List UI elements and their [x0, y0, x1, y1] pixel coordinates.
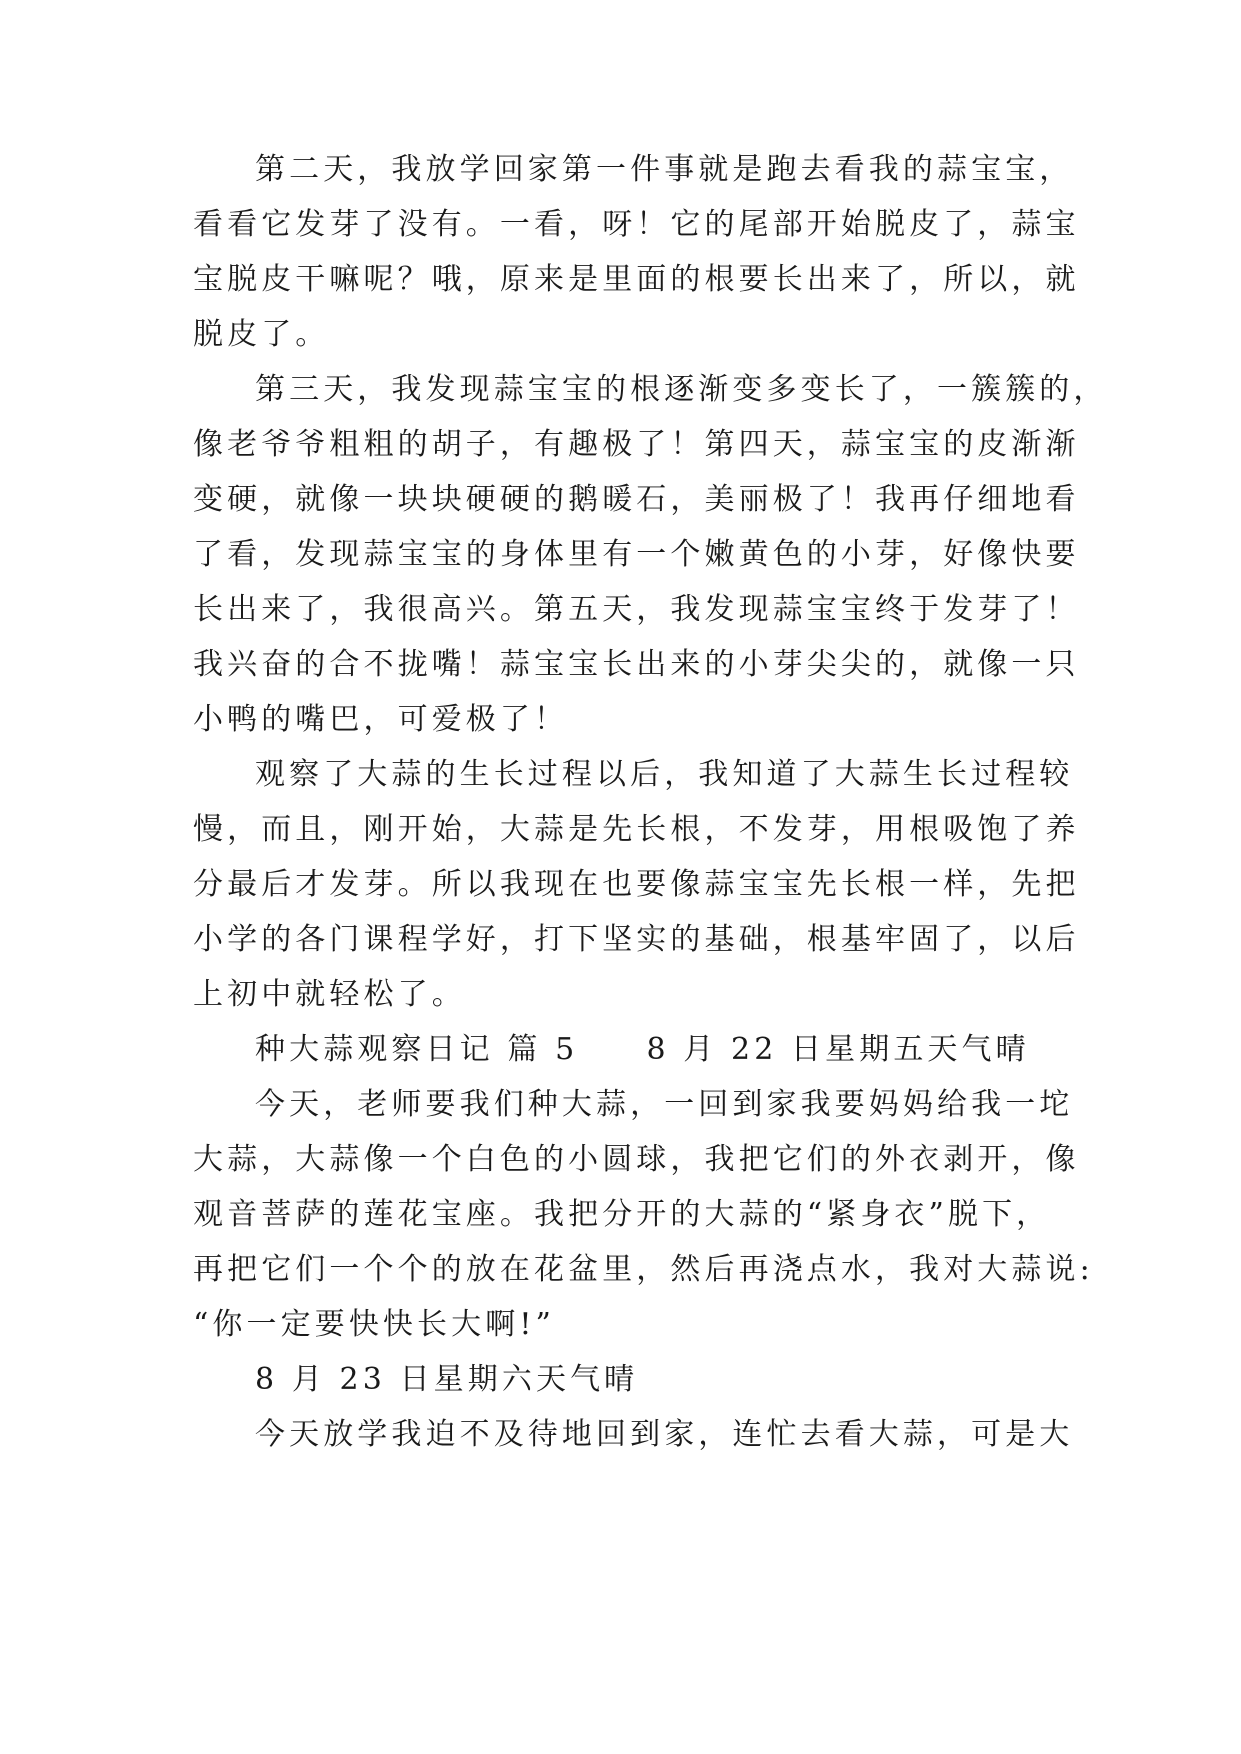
text-line: 长出来了，我很高兴。第五天，我发现蒜宝宝终于发芽了！: [193, 592, 1080, 627]
text-line: 上初中就轻松了。: [193, 977, 466, 1012]
text-line: 小学的各门课程学好，打下坚实的基础，根基牢固了，以后: [193, 922, 1080, 957]
section-heading: 种大蒜观察日记 篇 5 8 月 22 日星期五天气晴: [255, 1032, 1030, 1067]
text-line: 今天，老师要我们种大蒜，一回到家我要妈妈给我一坨: [255, 1087, 1074, 1122]
date-heading: 8 月 23 日星期六天气晴: [255, 1362, 639, 1397]
text-line: 变硬，就像一块块硬硬的鹅暖石，美丽极了！我再仔细地看: [193, 482, 1080, 517]
text-line: 第二天，我放学回家第一件事就是跑去看我的蒜宝宝，: [255, 152, 1074, 187]
text-line: 慢，而且，刚开始，大蒜是先长根，不发芽，用根吸饱了养: [193, 812, 1080, 847]
text-line: 小鸭的嘴巴，可爱极了！: [193, 702, 569, 737]
text-line: 看看它发芽了没有。一看，呀！它的尾部开始脱皮了，蒜宝: [193, 207, 1080, 242]
text-line: 第三天，我发现蒜宝宝的根逐渐变多变长了，一簇簇的，: [255, 372, 1108, 407]
text-line: 观察了大蒜的生长过程以后，我知道了大蒜生长过程较: [255, 757, 1074, 792]
text-line: 像老爷爷粗粗的胡子，有趣极了！第四天，蒜宝宝的皮渐渐: [193, 427, 1080, 462]
text-line: 大蒜，大蒜像一个白色的小圆球，我把它们的外衣剥开，像: [193, 1142, 1080, 1177]
text-line: 我兴奋的合不拢嘴！蒜宝宝长出来的小芽尖尖的，就像一只: [193, 647, 1080, 682]
text-line: 分最后才发芽。所以我现在也要像蒜宝宝先长根一样，先把: [193, 867, 1080, 902]
text-line: 观音菩萨的莲花宝座。我把分开的大蒜的“紧身衣”脱下，: [193, 1197, 1051, 1232]
text-line: 宝脱皮干嘛呢？哦，原来是里面的根要长出来了，所以，就: [193, 262, 1080, 297]
text-line: 了看，发现蒜宝宝的身体里有一个嫩黄色的小芽，好像快要: [193, 537, 1080, 572]
text-line: 今天放学我迫不及待地回到家，连忙去看大蒜，可是大: [255, 1417, 1074, 1452]
text-line: 再把它们一个个的放在花盆里，然后再浇点水，我对大蒜说:: [193, 1252, 1094, 1287]
text-line: 脱皮了。: [193, 317, 330, 352]
text-line: “你一定要快快长大啊!”: [193, 1307, 555, 1342]
